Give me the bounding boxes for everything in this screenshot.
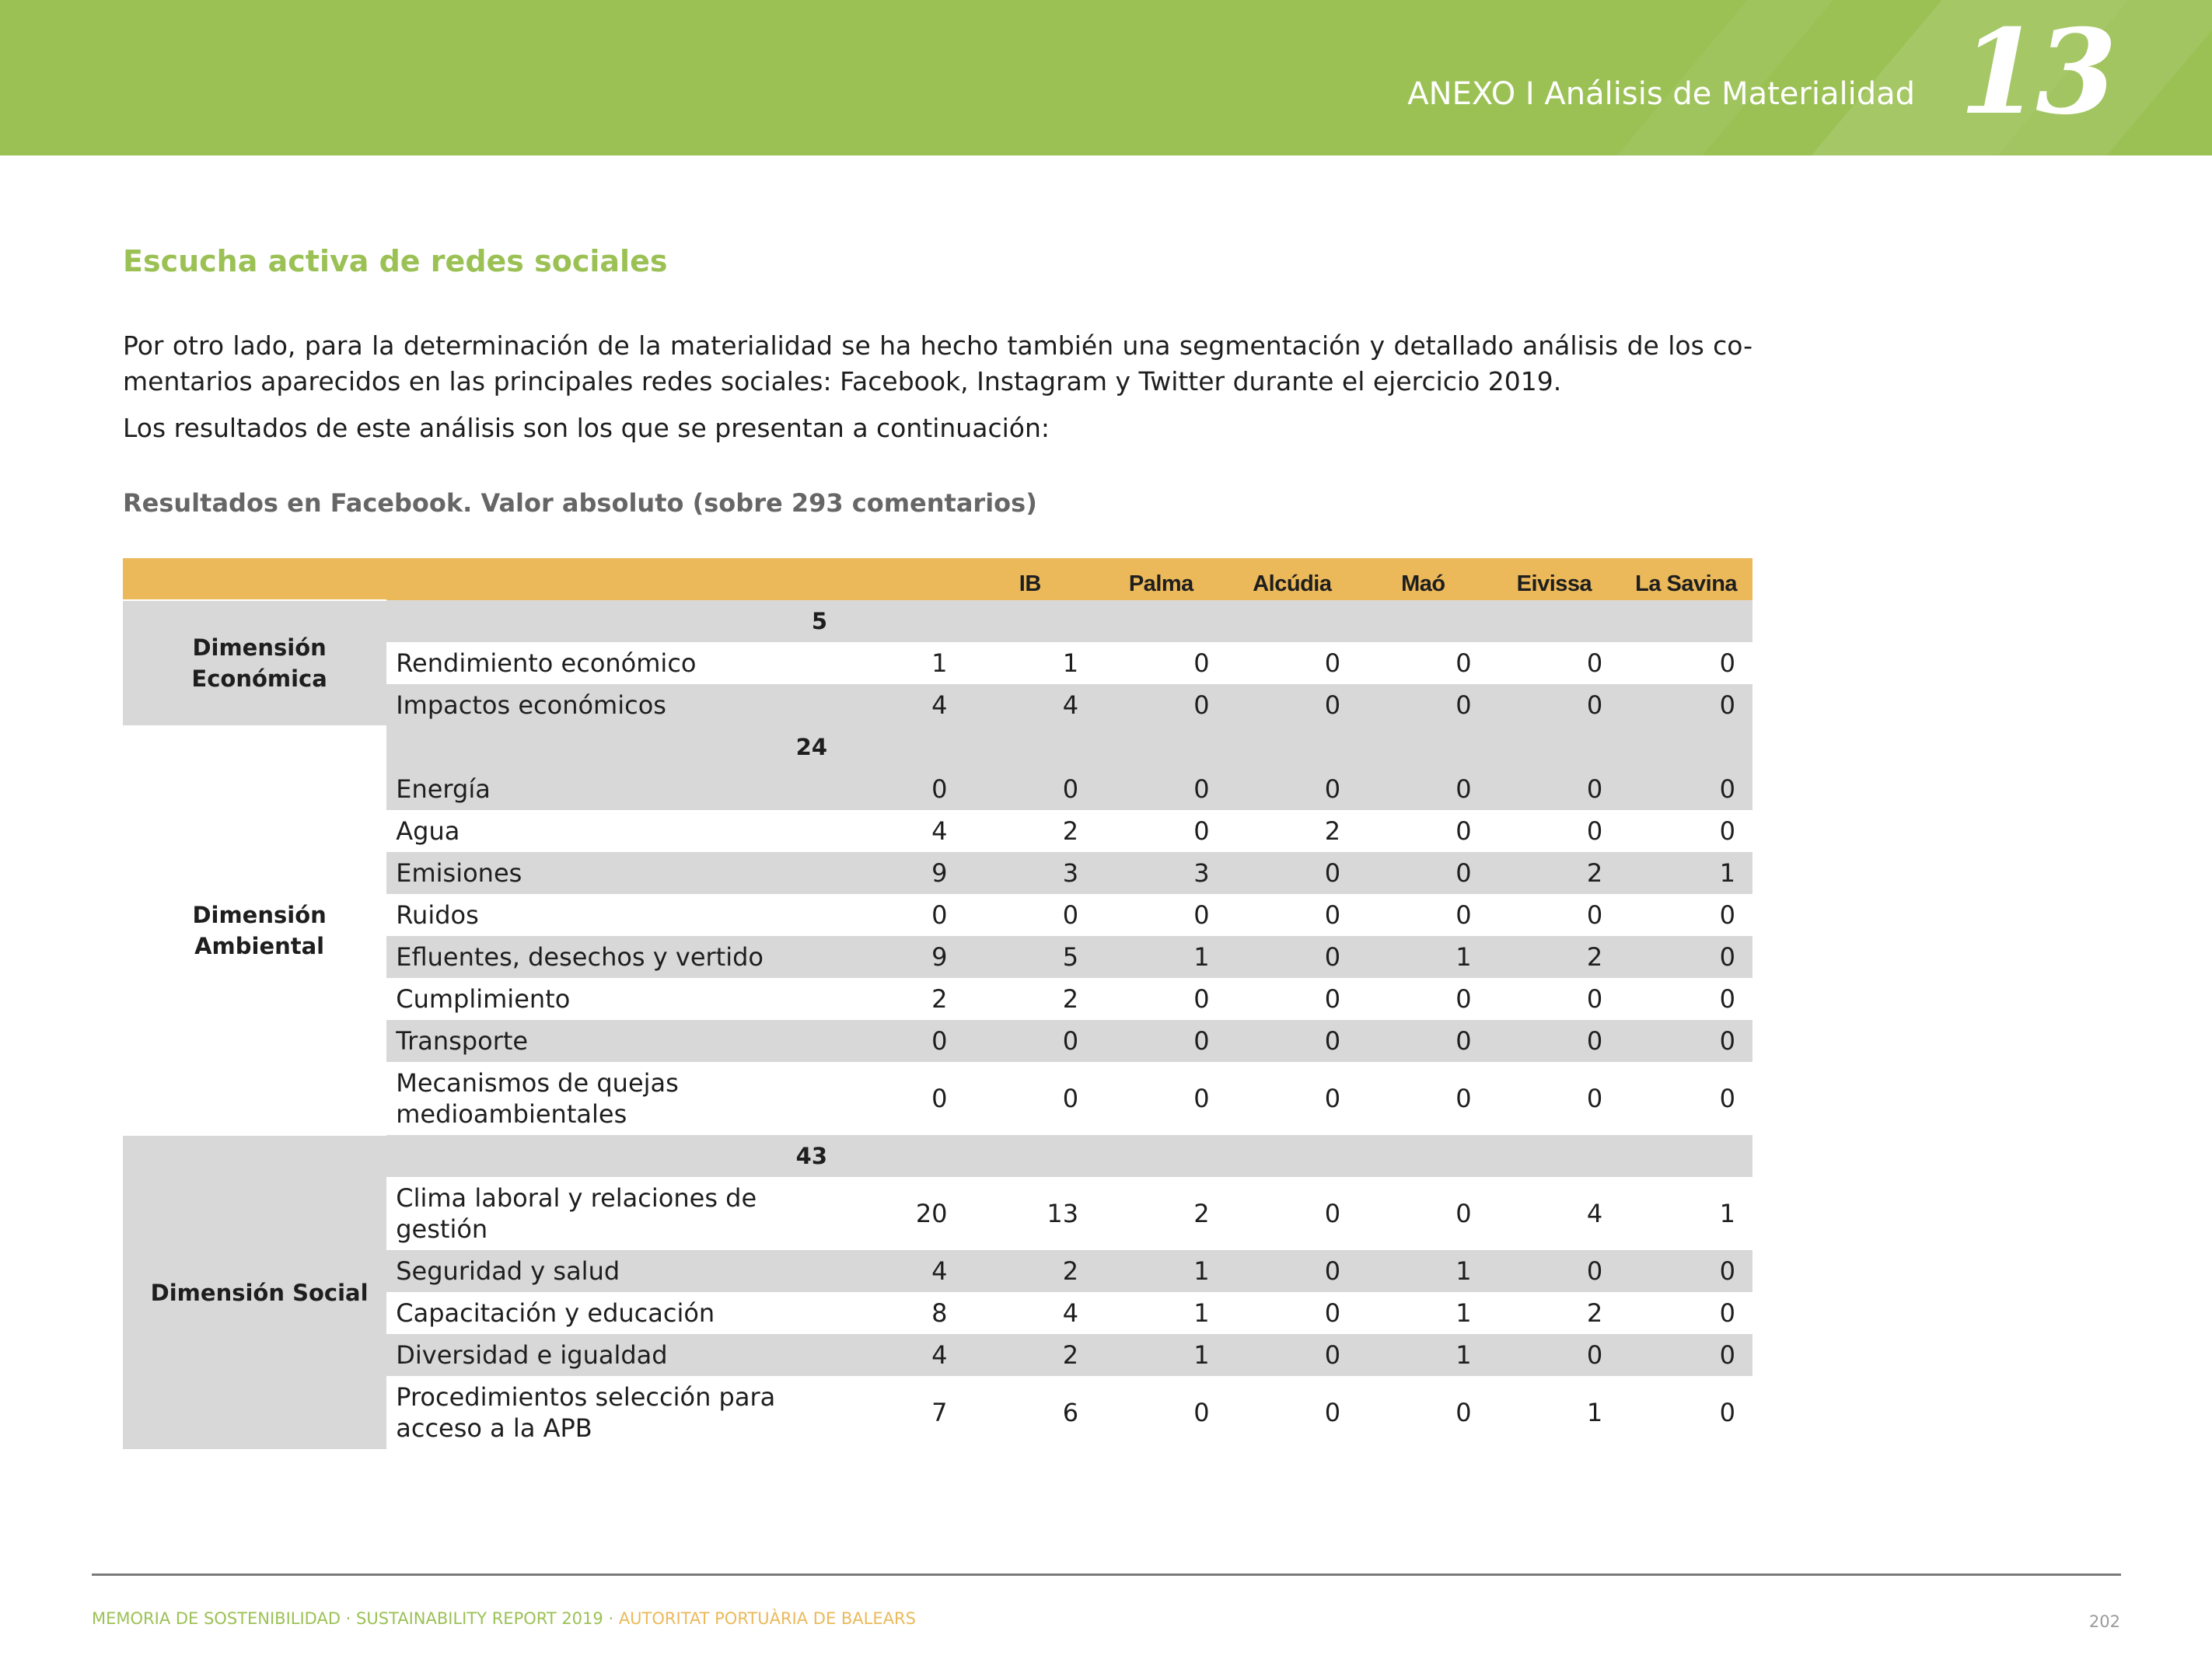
column-header: IB <box>965 558 1096 600</box>
port-value-cell: 0 <box>1358 1020 1489 1062</box>
topic-label: Seguridad y salud <box>386 1250 833 1292</box>
port-value-cell: 0 <box>1096 894 1227 936</box>
port-value-cell: 0 <box>1620 1376 1752 1449</box>
port-value-cell: 2 <box>965 810 1096 852</box>
port-value-cell: 0 <box>1358 642 1489 684</box>
header-band <box>0 0 2212 155</box>
empty-cell <box>965 1135 1096 1177</box>
dimension-total-row <box>123 1135 1752 1177</box>
total-value-cell: 9 <box>833 852 965 894</box>
port-value-cell: 0 <box>1096 1376 1227 1449</box>
port-value-cell: 1 <box>1096 1250 1227 1292</box>
port-value-cell: 1 <box>965 642 1096 684</box>
total-value-cell: 8 <box>833 1292 965 1334</box>
topic-label: Emisiones <box>386 852 833 894</box>
port-value-cell: 1 <box>1096 1292 1227 1334</box>
port-value-cell: 0 <box>1489 768 1620 810</box>
column-header: La Savina <box>1620 558 1752 600</box>
port-value-cell: 1 <box>1358 1250 1489 1292</box>
port-value-cell: 1 <box>1358 1292 1489 1334</box>
empty-cell <box>965 600 1096 642</box>
footer-report-line <box>92 1609 916 1628</box>
port-value-cell: 0 <box>1227 1020 1358 1062</box>
total-value-cell: 2 <box>833 978 965 1020</box>
topic-label: Agua <box>386 810 833 852</box>
port-value-cell: 13 <box>965 1177 1096 1250</box>
port-value-cell: 0 <box>1096 768 1227 810</box>
footer-report-title: MEMORIA DE SOSTENIBILIDAD · SUSTAINABILITY REPORT 2019 · <box>92 1609 614 1628</box>
empty-cell <box>1620 726 1752 768</box>
section-title: Escucha activa de redes sociales <box>123 244 668 278</box>
port-value-cell: 0 <box>1096 1020 1227 1062</box>
page-number: 202 <box>2088 1612 2120 1631</box>
port-value-cell: 0 <box>1227 1062 1358 1135</box>
column-header-total <box>833 558 965 600</box>
port-value-cell: 1 <box>1620 852 1752 894</box>
port-value-cell: 0 <box>1358 768 1489 810</box>
results-table <box>123 558 1752 1449</box>
footer-rule <box>92 1573 2121 1576</box>
total-value-cell: 4 <box>833 684 965 726</box>
port-value-cell: 0 <box>1358 894 1489 936</box>
port-value-cell: 1 <box>1620 1177 1752 1250</box>
topic-label: Energía <box>386 768 833 810</box>
port-value-cell: 0 <box>1096 810 1227 852</box>
topic-label: Cumplimiento <box>386 978 833 1020</box>
footer-organization: AUTORITAT PORTUÀRIA DE BALEARS <box>618 1609 916 1628</box>
port-value-cell: 0 <box>1227 684 1358 726</box>
port-value-cell: 0 <box>1620 1250 1752 1292</box>
dimension-label: Dimensión Económica <box>123 600 386 726</box>
total-value-cell: 0 <box>833 768 965 810</box>
port-value-cell: 0 <box>1489 1020 1620 1062</box>
port-value-cell: 1 <box>1489 1376 1620 1449</box>
topic-label: Capacitación y educación <box>386 1292 833 1334</box>
dimension-total-row <box>123 726 1752 768</box>
empty-cell <box>1358 726 1489 768</box>
port-value-cell: 1 <box>1358 936 1489 978</box>
port-value-cell: 0 <box>1227 1334 1358 1376</box>
port-value-cell: 0 <box>1358 1177 1489 1250</box>
total-value-cell: 0 <box>833 1020 965 1062</box>
port-value-cell: 0 <box>1227 978 1358 1020</box>
empty-cell <box>1489 600 1620 642</box>
port-value-cell: 0 <box>965 768 1096 810</box>
port-value-cell: 0 <box>1489 684 1620 726</box>
total-value-cell: 20 <box>833 1177 965 1250</box>
port-value-cell: 0 <box>1620 1020 1752 1062</box>
port-value-cell: 2 <box>1489 936 1620 978</box>
port-value-cell: 0 <box>1620 1292 1752 1334</box>
total-value-cell: 4 <box>833 810 965 852</box>
empty-cell <box>1096 726 1227 768</box>
port-value-cell: 0 <box>965 1020 1096 1062</box>
port-value-cell: 0 <box>1227 642 1358 684</box>
port-value-cell: 2 <box>1489 1292 1620 1334</box>
column-header: Maó <box>1358 558 1489 600</box>
total-value-cell: 9 <box>833 936 965 978</box>
intro-text <box>123 328 1752 446</box>
total-value-cell: 0 <box>833 1062 965 1135</box>
port-value-cell: 4 <box>965 684 1096 726</box>
port-value-cell: 3 <box>1096 852 1227 894</box>
port-value-cell: 0 <box>1358 852 1489 894</box>
empty-cell <box>833 1135 965 1177</box>
port-value-cell: 0 <box>1227 1250 1358 1292</box>
topic-label: Rendimiento económico <box>386 642 833 684</box>
column-header-blank <box>386 558 833 600</box>
total-value-cell: 4 <box>833 1250 965 1292</box>
topic-label: Efluentes, desechos y vertido <box>386 936 833 978</box>
port-value-cell: 0 <box>1227 1292 1358 1334</box>
port-value-cell: 0 <box>1227 1376 1358 1449</box>
intro-paragraph: Por otro lado, para la determinación de la materialidad se ha hecho también una segmentación y detallado análisis de los co-mentarios aparecidos en las principales redes sociales: Facebook, Instagram y Twitter durante el ejercicio 2019. <box>123 330 1752 396</box>
table-caption: Resultados en Facebook. Valor absoluto (sobre 293 comentarios) <box>123 488 1037 518</box>
port-value-cell: 0 <box>1620 684 1752 726</box>
port-value-cell: 0 <box>1620 978 1752 1020</box>
port-value-cell: 1 <box>1096 1334 1227 1376</box>
topic-label: Clima laboral y relaciones de gestión <box>386 1177 833 1250</box>
table-body <box>123 600 1752 1449</box>
port-value-cell: 0 <box>1227 936 1358 978</box>
port-value-cell: 0 <box>1358 978 1489 1020</box>
empty-cell <box>1227 1135 1358 1177</box>
port-value-cell: 0 <box>1620 810 1752 852</box>
port-value-cell: 0 <box>1096 1062 1227 1135</box>
header-title: ANEXO I Análisis de Materialidad <box>1407 76 1915 112</box>
intro-paragraph: Los resultados de este análisis son los que se presentan a continuación: <box>123 413 1050 443</box>
port-value-cell: 5 <box>965 936 1096 978</box>
dimension-total: 24 <box>386 726 833 768</box>
port-value-cell: 0 <box>965 894 1096 936</box>
port-value-cell: 0 <box>1489 642 1620 684</box>
total-value-cell: 1 <box>833 642 965 684</box>
port-value-cell: 0 <box>1489 1250 1620 1292</box>
chapter-number: 13 <box>1959 4 2112 141</box>
column-header-blank <box>123 558 386 600</box>
port-value-cell: 2 <box>965 1250 1096 1292</box>
port-value-cell: 0 <box>1620 1062 1752 1135</box>
port-value-cell: 3 <box>965 852 1096 894</box>
port-value-cell: 0 <box>1489 1334 1620 1376</box>
topic-label: Diversidad e igualdad <box>386 1334 833 1376</box>
empty-cell <box>1227 600 1358 642</box>
dimension-total-row <box>123 600 1752 642</box>
port-value-cell: 6 <box>965 1376 1096 1449</box>
port-value-cell: 2 <box>1227 810 1358 852</box>
total-value-cell: 7 <box>833 1376 965 1449</box>
port-value-cell: 0 <box>1358 1376 1489 1449</box>
topic-label: Procedimientos selección para acceso a la APB <box>386 1376 833 1449</box>
empty-cell <box>833 726 965 768</box>
port-value-cell: 0 <box>1489 810 1620 852</box>
empty-cell <box>1489 726 1620 768</box>
port-value-cell: 0 <box>1489 1062 1620 1135</box>
empty-cell <box>833 600 965 642</box>
port-value-cell: 0 <box>1489 894 1620 936</box>
dimension-label: Dimensión Ambiental <box>123 726 386 1135</box>
dimension-total: 43 <box>386 1135 833 1177</box>
empty-cell <box>1489 1135 1620 1177</box>
port-value-cell: 0 <box>1358 1062 1489 1135</box>
port-value-cell: 0 <box>1227 894 1358 936</box>
total-value-cell: 0 <box>833 894 965 936</box>
port-value-cell: 0 <box>965 1062 1096 1135</box>
port-value-cell: 4 <box>965 1292 1096 1334</box>
port-value-cell: 2 <box>965 1334 1096 1376</box>
port-value-cell: 1 <box>1358 1334 1489 1376</box>
topic-label: Mecanismos de quejas medioambientales <box>386 1062 833 1135</box>
port-value-cell: 2 <box>965 978 1096 1020</box>
port-value-cell: 0 <box>1620 936 1752 978</box>
port-value-cell: 2 <box>1489 852 1620 894</box>
table-header-row <box>123 558 1752 600</box>
dimension-label: Dimensión Social <box>123 1135 386 1449</box>
port-value-cell: 0 <box>1358 684 1489 726</box>
empty-cell <box>1358 1135 1489 1177</box>
empty-cell <box>1620 600 1752 642</box>
port-value-cell: 0 <box>1096 684 1227 726</box>
column-header: Alcúdia <box>1227 558 1358 600</box>
empty-cell <box>1358 600 1489 642</box>
column-header: Palma <box>1096 558 1227 600</box>
port-value-cell: 0 <box>1358 810 1489 852</box>
empty-cell <box>965 726 1096 768</box>
port-value-cell: 0 <box>1096 642 1227 684</box>
port-value-cell: 4 <box>1489 1177 1620 1250</box>
column-header: Eivissa <box>1489 558 1620 600</box>
topic-label: Transporte <box>386 1020 833 1062</box>
port-value-cell: 2 <box>1096 1177 1227 1250</box>
port-value-cell: 0 <box>1620 894 1752 936</box>
dimension-total: 5 <box>386 600 833 642</box>
port-value-cell: 0 <box>1620 1334 1752 1376</box>
port-value-cell: 0 <box>1620 768 1752 810</box>
port-value-cell: 0 <box>1620 642 1752 684</box>
port-value-cell: 0 <box>1096 978 1227 1020</box>
empty-cell <box>1096 600 1227 642</box>
port-value-cell: 0 <box>1227 852 1358 894</box>
empty-cell <box>1620 1135 1752 1177</box>
topic-label: Impactos económicos <box>386 684 833 726</box>
port-value-cell: 0 <box>1489 978 1620 1020</box>
empty-cell <box>1096 1135 1227 1177</box>
topic-label: Ruidos <box>386 894 833 936</box>
port-value-cell: 1 <box>1096 936 1227 978</box>
port-value-cell: 0 <box>1227 1177 1358 1250</box>
port-value-cell: 0 <box>1227 768 1358 810</box>
total-value-cell: 4 <box>833 1334 965 1376</box>
empty-cell <box>1227 726 1358 768</box>
